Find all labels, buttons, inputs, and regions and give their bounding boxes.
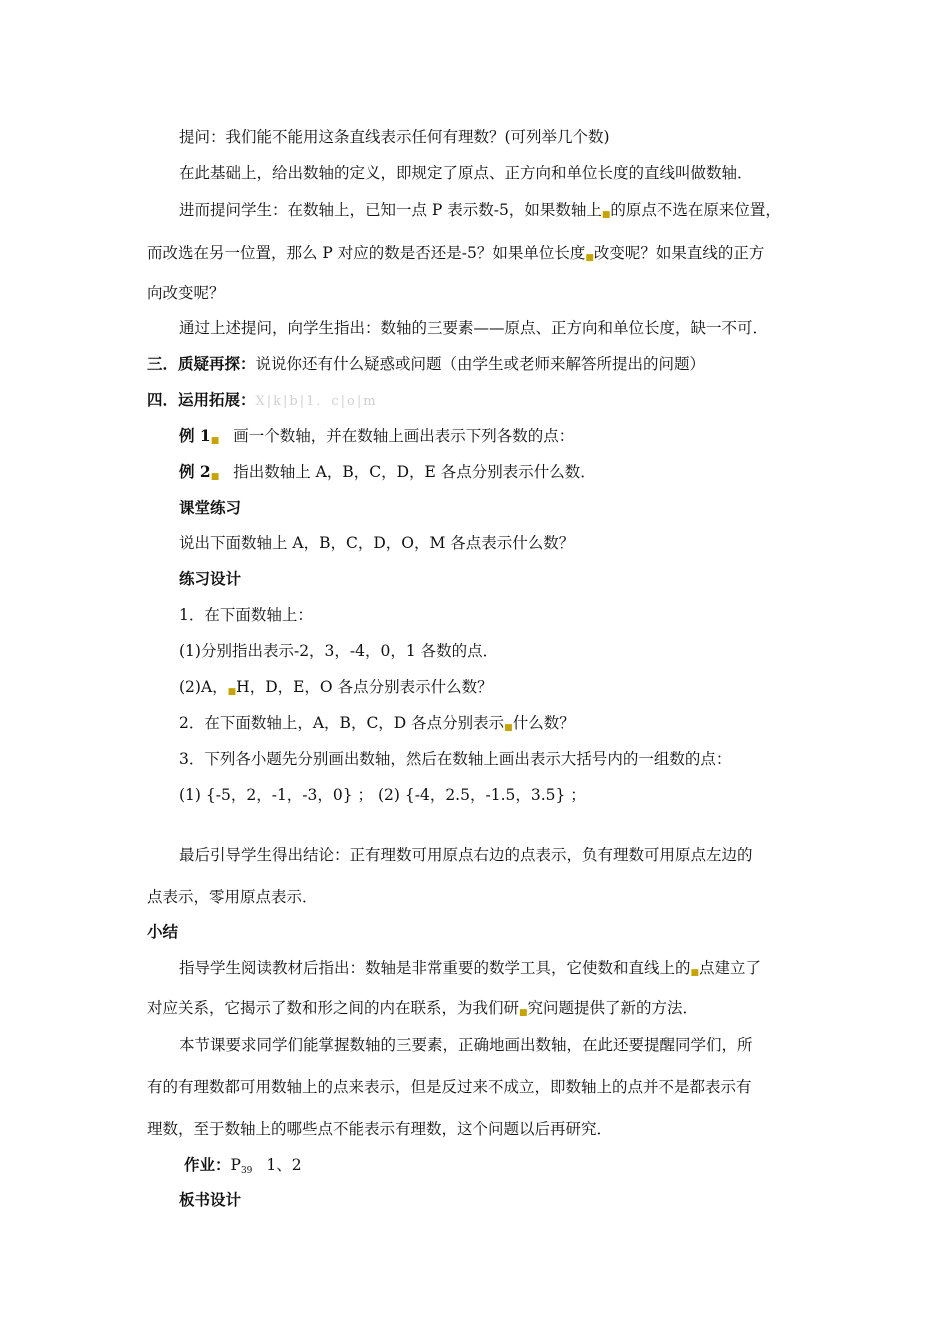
section-title: 三．质疑再探：	[147, 354, 256, 373]
example-2	[179, 462, 596, 487]
paragraph-line	[179, 200, 781, 225]
watermark-mark: ■	[585, 253, 594, 263]
example-text: 指出数轴上 A，B，C，D，E 各点分别表示什么数．	[233, 463, 596, 481]
text-span: 什么数？	[512, 714, 575, 732]
homework-items: 1、2	[266, 1156, 302, 1174]
paragraph-line: 点表示，零用原点表示．	[147, 888, 318, 906]
paragraph-line: 本节课要求同学们能掌握数轴的三要素，正确地画出数轴，在此还要提醒同学们，所	[179, 1036, 753, 1054]
text-span: H，D，E，O 各点分别表示什么数？	[236, 678, 493, 696]
text-span: 的原点不选在原来位置，	[610, 201, 781, 219]
example-label: 例 1	[179, 426, 211, 445]
paragraph-line: 有的有理数都可用数轴上的点来表示，但是反过来不成立，即数轴上的点并不是都表示有	[147, 1078, 752, 1096]
exercise-item: (1) {-5，2，-1，-3，0} ； (2) {-4，2.5，-1.5，3.5} ；	[179, 786, 586, 804]
watermark-mark: ■	[227, 687, 237, 697]
exercise-item: 1．在下面数轴上：	[179, 606, 313, 624]
page-number: 39	[240, 1166, 253, 1176]
paragraph-line: 向改变呢？	[147, 284, 225, 302]
text-span: 究问题提供了新的方法．	[527, 999, 699, 1017]
exercise-item	[179, 713, 575, 738]
watermark-mark: ■	[210, 472, 220, 482]
watermark-text: X|k|b|1．c|o|m	[255, 394, 378, 409]
text-span: 2．在下面数轴上，A，B，C，D 各点分别表示	[179, 714, 505, 732]
paragraph-line: 理数，至于数轴上的哪些点不能表示有理数，这个问题以后再研究．	[147, 1120, 613, 1138]
example-1	[179, 426, 574, 451]
text-span: 指导学生阅读教材后指出：数轴是非常重要的数学工具，它使数和直线上的	[179, 959, 691, 977]
board-design-heading: 板书设计	[179, 1190, 242, 1209]
paragraph-line: 在此基础上，给出数轴的定义，即规定了原点、正方向和单位长度的直线叫做数轴．	[179, 164, 753, 182]
text-span: 进而提问学生：在数轴上，已知一点 P 表示数-5，如果数轴上	[179, 201, 602, 219]
watermark-mark: ■	[504, 723, 513, 733]
watermark-mark: ■	[690, 968, 700, 978]
text-span: 对应关系，它揭示了数和形之间的内在联系，为我们研	[147, 999, 520, 1017]
paragraph-line	[147, 998, 698, 1023]
paragraph-line: 通过上述提问，向学生指出：数轴的三要素——原点、正方向和单位长度，缺一不可．	[179, 319, 769, 337]
exercise-item: 3．下列各小题先分别画出数轴，然后在数轴上画出表示大括号内的一组数的点：	[179, 750, 732, 768]
watermark-mark: ■	[601, 210, 611, 220]
exercise-item	[179, 677, 493, 702]
section-heading-3	[147, 354, 705, 374]
section-title: 四．运用拓展：	[147, 390, 256, 409]
paragraph-line: 提问：我们能不能用这条直线表示任何有理数？(可列举几个数)	[179, 128, 610, 146]
design-heading: 练习设计	[179, 569, 242, 588]
paragraph-line	[179, 958, 761, 983]
text-span: 改变呢？如果直线的正方	[593, 244, 765, 262]
watermark-mark: ■	[210, 436, 220, 446]
homework-label: 作业：	[184, 1155, 231, 1174]
example-label: 例 2	[179, 462, 211, 481]
exercise-item: (1)分别指出表示-2，3，-4，0，1 各数的点．	[179, 642, 499, 660]
page-ref: P	[230, 1156, 241, 1174]
summary-heading: 小结	[147, 922, 179, 941]
paragraph-line: 说出下面数轴上 A，B，C，D，O，M 各点表示什么数？	[179, 534, 575, 552]
text-span: 点建立了	[699, 959, 762, 977]
practice-heading: 课堂练习	[179, 498, 242, 517]
example-text: 画一个数轴，并在数轴上画出表示下列各数的点：	[233, 427, 575, 445]
section-heading-4	[147, 390, 378, 412]
paragraph-line: 最后引导学生得出结论：正有理数可用原点右边的点表示，负有理数可用原点左边的	[179, 846, 753, 864]
watermark-mark: ■	[519, 1008, 528, 1018]
section-text: 说说你还有什么疑惑或问题（由学生或老师来解答所提出的问题）	[255, 355, 706, 373]
text-span: (2)A，	[179, 678, 228, 696]
paragraph-line	[147, 243, 764, 268]
text-span: 而改选在另一位置，那么 P 对应的数是否还是-5？如果单位长度	[147, 244, 586, 262]
homework-line	[184, 1155, 302, 1181]
